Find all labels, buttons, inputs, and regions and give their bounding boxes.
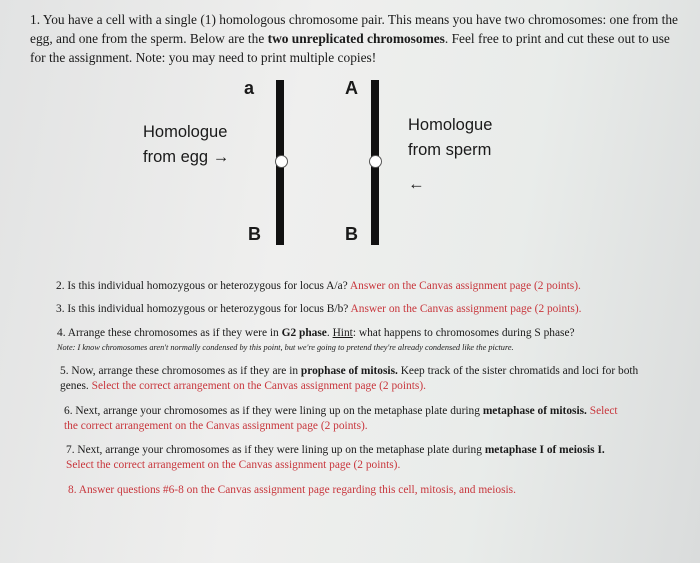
q7-text: 7. Next, arrange your chromosomes as if they were lining up on the metaphase plate during	[66, 444, 485, 456]
q4-text: 4. Arrange these chromosomes as if they were in	[57, 327, 282, 339]
q1-text: 1. You have a cell with a single (1) homologous chromosome pair. This means you have two chromosomes: one from the egg, and one from the sperm. Below are the	[30, 12, 678, 46]
question-7	[66, 443, 626, 472]
question-8	[68, 483, 516, 498]
q7-bold: metaphase I of meiosis I.	[484, 444, 605, 456]
q2-text: 2. Is this individual homozygous or heterozygous for locus A/a?	[56, 280, 350, 292]
q6-instruction: Select the correct arrangement on the Canvas assignment page (2 points).	[64, 405, 618, 432]
sperm-label-line2: from sperm	[408, 141, 492, 159]
sperm-centromere	[369, 155, 382, 168]
q5-text-b: Keep track of the sister chromatids and loci for both genes.	[60, 365, 639, 392]
allele-a-label: a	[244, 78, 255, 98]
q6-text: 6. Next, arrange your chromosomes as if they were lining up on the metaphase plate during	[64, 405, 483, 417]
question-6	[64, 404, 634, 433]
egg-label-line1: Homologue	[143, 123, 228, 141]
egg-centromere	[275, 155, 288, 168]
sperm-label-line1: Homologue	[408, 116, 493, 134]
q4-hint: Hint	[332, 327, 353, 339]
q4-text-c: : what happens to chromosomes during S phase?	[352, 327, 575, 339]
allele-B-right-label: B	[345, 224, 358, 244]
q5-text: 5. Now, arrange these chromosomes as if they are in	[60, 365, 301, 377]
q6-bold: metaphase of mitosis.	[482, 405, 587, 417]
question-4	[57, 326, 667, 355]
allele-A-label: A	[345, 78, 358, 98]
question-2	[56, 279, 581, 294]
sperm-arrow: ←	[408, 175, 425, 193]
q3-text: 3. Is this individual homozygous or heterozygous for locus B/b?	[56, 303, 351, 315]
q5-bold: prophase of mitosis.	[300, 365, 398, 377]
sperm-label	[408, 113, 492, 163]
egg-label-line2: from egg →	[143, 148, 230, 166]
q4-text-b: .	[326, 327, 333, 339]
q3-instruction: Answer on the Canvas assignment page (2 points).	[350, 303, 582, 315]
q5-instruction: Select the correct arrangement on the Canvas assignment page (2 points).	[91, 379, 426, 392]
q1-bold: two unreplicated chromosomes	[267, 31, 445, 46]
egg-label	[143, 120, 229, 170]
question-3	[56, 302, 581, 317]
q2-instruction: Answer on the Canvas assignment page (2 points).	[349, 280, 581, 292]
q8-instruction: 8. Answer questions #6-8 on the Canvas assignment page regarding this cell, mitosis, and meiosis.	[68, 484, 516, 496]
allele-B-left-label: B	[248, 224, 261, 244]
question-1	[30, 10, 680, 67]
q7-instruction: Select the correct arrangement on the Canvas assignment page (2 points).	[66, 458, 401, 471]
q4-bold: G2 phase	[281, 327, 327, 339]
q1-text-b: . Feel free to print and cut these out to use for the assignment. Note: you may need to print multiple copies!	[30, 31, 670, 65]
question-5	[60, 364, 640, 393]
q4-note: Note: I know chromosomes aren't normally condensed by this point, but we're going to pretend they're already condensed like the picture.	[57, 342, 514, 352]
